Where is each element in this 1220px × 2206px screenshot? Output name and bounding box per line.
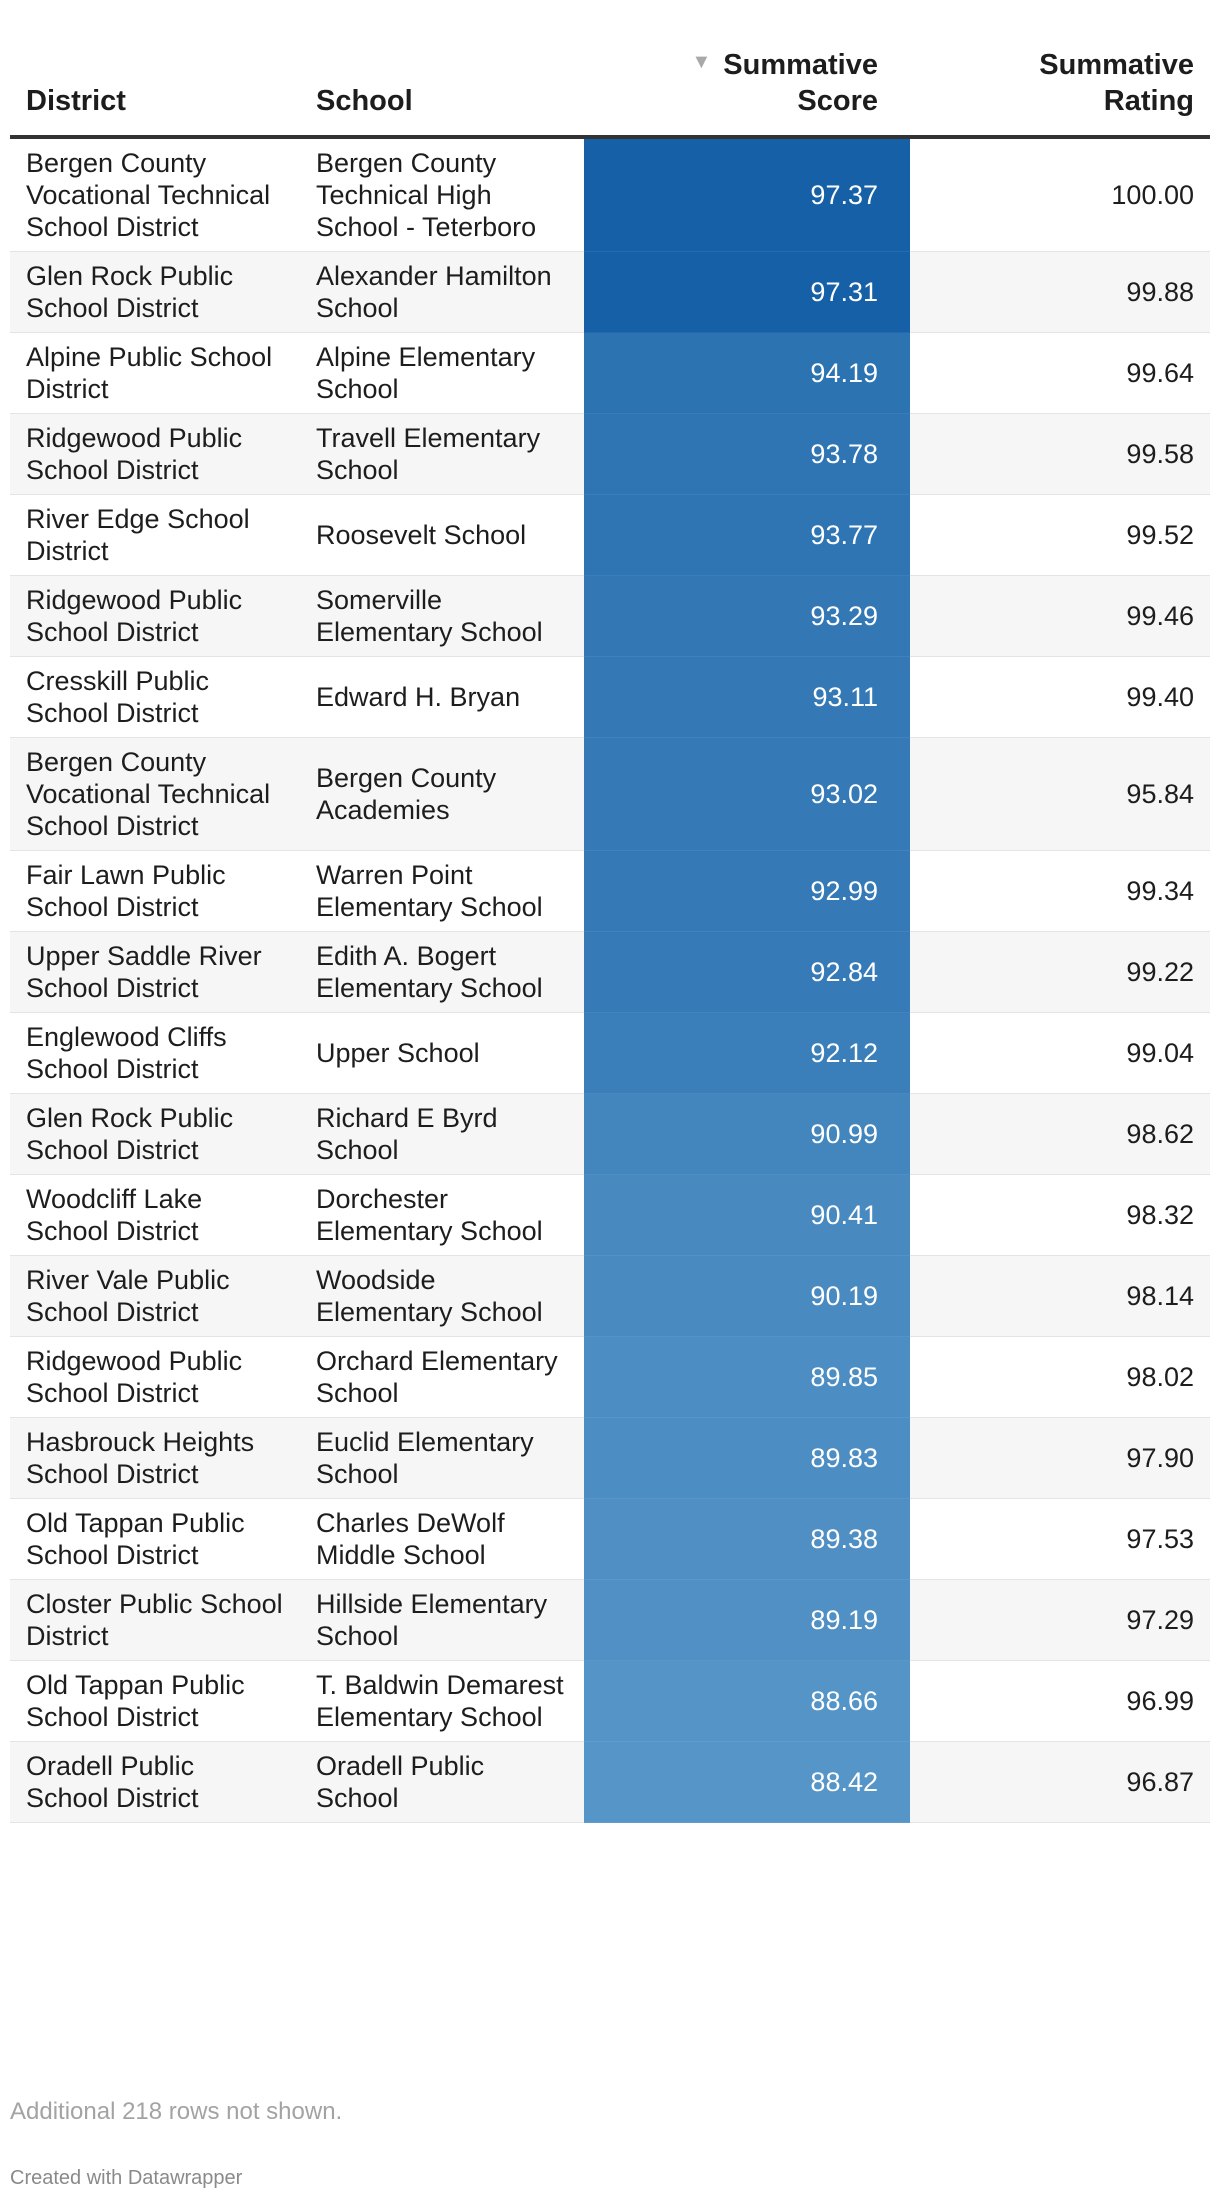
cell-summative-rating: 97.53 bbox=[910, 1499, 1210, 1580]
cell-summative-rating: 99.52 bbox=[910, 495, 1210, 576]
cell-district: Glen Rock Public School District bbox=[10, 252, 300, 333]
cell-district: Bergen County Vocational Technical School District bbox=[10, 137, 300, 252]
column-header-label: District bbox=[26, 85, 126, 117]
cell-district: Ridgewood Public School District bbox=[10, 576, 300, 657]
table-row bbox=[10, 495, 1210, 576]
cell-summative-rating: 96.87 bbox=[910, 1742, 1210, 1823]
cell-school: Roosevelt School bbox=[300, 495, 584, 576]
cell-school: Upper School bbox=[300, 1013, 584, 1094]
column-header-school[interactable] bbox=[300, 34, 584, 137]
cell-summative-score: 92.12 bbox=[584, 1013, 910, 1094]
sort-descending-icon: ▼ bbox=[691, 51, 712, 73]
table-header-row bbox=[10, 34, 1210, 137]
cell-summative-score: 92.84 bbox=[584, 932, 910, 1013]
table-row bbox=[10, 576, 1210, 657]
cell-summative-score: 89.19 bbox=[584, 1580, 910, 1661]
cell-district: Ridgewood Public School District bbox=[10, 414, 300, 495]
cell-summative-score: 88.66 bbox=[584, 1661, 910, 1742]
table-body bbox=[10, 137, 1210, 1823]
cell-district: Englewood Cliffs School District bbox=[10, 1013, 300, 1094]
cell-summative-score: 89.85 bbox=[584, 1337, 910, 1418]
cell-summative-score: 92.99 bbox=[584, 851, 910, 932]
cell-district: Fair Lawn Public School District bbox=[10, 851, 300, 932]
cell-school: Orchard Elementary School bbox=[300, 1337, 584, 1418]
cell-summative-rating: 99.04 bbox=[910, 1013, 1210, 1094]
cell-school: Warren Point Elementary School bbox=[300, 851, 584, 932]
table-row bbox=[10, 932, 1210, 1013]
cell-school: T. Baldwin Demarest Elementary School bbox=[300, 1661, 584, 1742]
table-row bbox=[10, 1661, 1210, 1742]
cell-summative-rating: 98.32 bbox=[910, 1175, 1210, 1256]
column-header-label: Summative bbox=[723, 49, 878, 81]
cell-summative-rating: 96.99 bbox=[910, 1661, 1210, 1742]
table-row bbox=[10, 851, 1210, 932]
cell-school: Travell Elementary School bbox=[300, 414, 584, 495]
cell-school: Euclid Elementary School bbox=[300, 1418, 584, 1499]
column-header-summative-score[interactable] bbox=[584, 34, 910, 137]
cell-district: Glen Rock Public School District bbox=[10, 1094, 300, 1175]
cell-district: Oradell Public School District bbox=[10, 1742, 300, 1823]
cell-summative-score: 93.77 bbox=[584, 495, 910, 576]
column-header-district[interactable] bbox=[10, 34, 300, 137]
cell-school: Alpine Elementary School bbox=[300, 333, 584, 414]
table-row bbox=[10, 1499, 1210, 1580]
cell-school: Charles DeWolf Middle School bbox=[300, 1499, 584, 1580]
cell-district: Closter Public School District bbox=[10, 1580, 300, 1661]
cell-summative-score: 90.19 bbox=[584, 1256, 910, 1337]
cell-district: Old Tappan Public School District bbox=[10, 1661, 300, 1742]
cell-district: Alpine Public School District bbox=[10, 333, 300, 414]
cell-summative-score: 89.83 bbox=[584, 1418, 910, 1499]
column-header-summative-rating[interactable] bbox=[910, 34, 1210, 137]
cell-summative-rating: 99.46 bbox=[910, 576, 1210, 657]
cell-district: Ridgewood Public School District bbox=[10, 1337, 300, 1418]
cell-summative-rating: 99.64 bbox=[910, 333, 1210, 414]
column-header-label-line: Score bbox=[797, 85, 878, 117]
cell-summative-score: 93.78 bbox=[584, 414, 910, 495]
cell-school: Dorchester Elementary School bbox=[300, 1175, 584, 1256]
cell-summative-score: 93.02 bbox=[584, 738, 910, 851]
cell-district: Upper Saddle River School District bbox=[10, 932, 300, 1013]
table-row bbox=[10, 1742, 1210, 1823]
cell-school: Bergen County Technical High School - Teterboro bbox=[300, 137, 584, 252]
cell-district: River Vale Public School District bbox=[10, 1256, 300, 1337]
cell-summative-rating: 98.62 bbox=[910, 1094, 1210, 1175]
cell-summative-rating: 99.40 bbox=[910, 657, 1210, 738]
cell-summative-score: 97.37 bbox=[584, 137, 910, 252]
cell-school: Woodside Elementary School bbox=[300, 1256, 584, 1337]
cell-school: Bergen County Academies bbox=[300, 738, 584, 851]
cell-summative-score: 97.31 bbox=[584, 252, 910, 333]
schools-table bbox=[10, 34, 1210, 1823]
cell-district: Hasbrouck Heights School District bbox=[10, 1418, 300, 1499]
cell-summative-score: 89.38 bbox=[584, 1499, 910, 1580]
cell-school: Edith A. Bogert Elementary School bbox=[300, 932, 584, 1013]
cell-school: Alexander Hamilton School bbox=[300, 252, 584, 333]
table-row bbox=[10, 657, 1210, 738]
credit-line: Created with Datawrapper bbox=[10, 2167, 243, 2189]
cell-district: Bergen County Vocational Technical School District bbox=[10, 738, 300, 851]
cell-summative-score: 88.42 bbox=[584, 1742, 910, 1823]
data-table-container bbox=[10, 34, 1210, 1823]
table-row bbox=[10, 1256, 1210, 1337]
cell-school: Oradell Public School bbox=[300, 1742, 584, 1823]
cell-summative-rating: 100.00 bbox=[910, 137, 1210, 252]
cell-summative-rating: 98.14 bbox=[910, 1256, 1210, 1337]
cell-summative-rating: 99.22 bbox=[910, 932, 1210, 1013]
column-header-label-line bbox=[600, 44, 878, 83]
cell-summative-score: 90.99 bbox=[584, 1094, 910, 1175]
cell-summative-score: 94.19 bbox=[584, 333, 910, 414]
table-row bbox=[10, 414, 1210, 495]
table-row bbox=[10, 1418, 1210, 1499]
cell-summative-score: 90.41 bbox=[584, 1175, 910, 1256]
table-row bbox=[10, 137, 1210, 252]
column-header-label: School bbox=[316, 85, 413, 117]
table-row bbox=[10, 1013, 1210, 1094]
table-row bbox=[10, 738, 1210, 851]
cell-district: Cresskill Public School District bbox=[10, 657, 300, 738]
cell-summative-rating: 97.90 bbox=[910, 1418, 1210, 1499]
table-row bbox=[10, 1580, 1210, 1661]
column-header-label-line: Rating bbox=[1103, 85, 1194, 117]
cell-district: Woodcliff Lake School District bbox=[10, 1175, 300, 1256]
cell-summative-rating: 99.88 bbox=[910, 252, 1210, 333]
cell-school: Somerville Elementary School bbox=[300, 576, 584, 657]
table-notes: Additional 218 rows not shown. bbox=[10, 2098, 343, 2125]
cell-district: River Edge School District bbox=[10, 495, 300, 576]
table-row bbox=[10, 1337, 1210, 1418]
cell-summative-rating: 99.34 bbox=[910, 851, 1210, 932]
cell-school: Richard E Byrd School bbox=[300, 1094, 584, 1175]
cell-summative-score: 93.29 bbox=[584, 576, 910, 657]
cell-summative-score: 93.11 bbox=[584, 657, 910, 738]
table-row bbox=[10, 252, 1210, 333]
cell-school: Edward H. Bryan bbox=[300, 657, 584, 738]
cell-district: Old Tappan Public School District bbox=[10, 1499, 300, 1580]
column-header-label-line: Summative bbox=[1039, 49, 1194, 81]
cell-school: Hillside Elementary School bbox=[300, 1580, 584, 1661]
cell-summative-rating: 97.29 bbox=[910, 1580, 1210, 1661]
cell-summative-rating: 99.58 bbox=[910, 414, 1210, 495]
table-row bbox=[10, 333, 1210, 414]
cell-summative-rating: 95.84 bbox=[910, 738, 1210, 851]
cell-summative-rating: 98.02 bbox=[910, 1337, 1210, 1418]
table-row bbox=[10, 1175, 1210, 1256]
table-row bbox=[10, 1094, 1210, 1175]
